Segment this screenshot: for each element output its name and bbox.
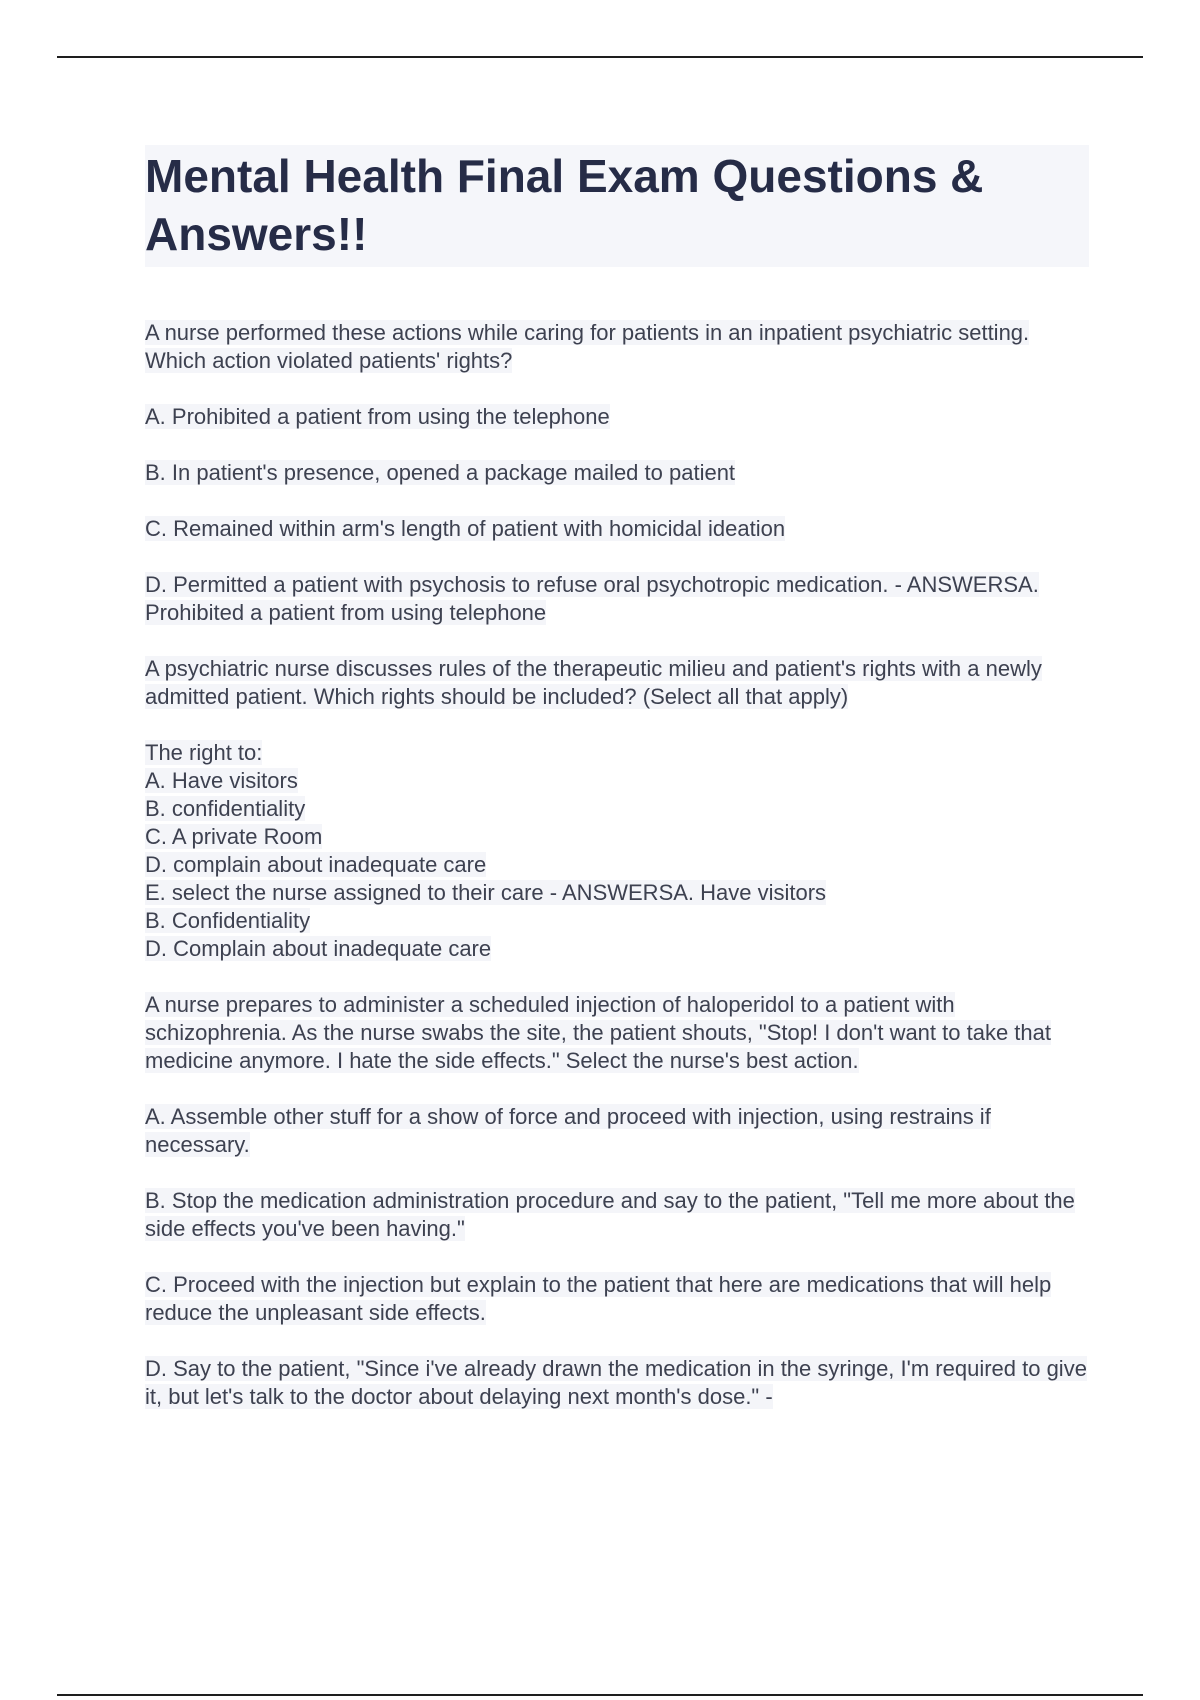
list-item: D. complain about inadequate care: [145, 852, 487, 877]
question-3-option-b: B. Stop the medication administration procedure and say to the patient, "Tell me more about the side effects you've been having.": [145, 1188, 1075, 1241]
list-item: A. Have visitors: [145, 768, 298, 793]
bottom-divider: [57, 1694, 1143, 1696]
question-1-option-c: C. Remained within arm's length of patient with homicidal ideation: [145, 516, 786, 541]
question-2-stem: A psychiatric nurse discusses rules of the therapeutic milieu and patient's rights with a newly admitted patient. Which rights should be included? (Select all that apply): [145, 656, 1042, 709]
top-divider: [57, 56, 1143, 58]
list-item: B. Confidentiality: [145, 908, 311, 933]
list-item: E. select the nurse assigned to their care - ANSWERSA. Have visitors: [145, 880, 827, 905]
question-3-option-d: D. Say to the patient, "Since i've already drawn the medication in the syringe, I'm required to give it, but let's talk to the doctor about delaying next month's dose." -: [145, 1356, 1087, 1409]
question-1-stem: A nurse performed these actions while caring for patients in an inpatient psychiatric setting. Which action violated patients' rights?: [145, 320, 1030, 373]
list-item: B. confidentiality: [145, 796, 306, 821]
question-3-option-a: A. Assemble other stuff for a show of force and proceed with injection, using restrains if necessary.: [145, 1104, 991, 1157]
list-item: D. Complain about inadequate care: [145, 936, 492, 961]
question-1-option-b: B. In patient's presence, opened a package mailed to patient: [145, 460, 736, 485]
question-3-stem: A nurse prepares to administer a scheduled injection of haloperidol to a patient with schizophrenia. As the nurse swabs the site, the patient shouts, "Stop! I don't want to take that medicine anymore. I hate the side effects." Select the nurse's best action.: [145, 992, 1051, 1073]
document-body: [145, 145, 1089, 1411]
list-item: The right to:: [145, 740, 263, 765]
list-item: C. A private Room: [145, 824, 323, 849]
title-block: [145, 145, 1089, 267]
question-1-option-a: A. Prohibited a patient from using the telephone: [145, 404, 610, 429]
document-title: Mental Health Final Exam Questions & Answers!!: [145, 150, 984, 260]
question-1-option-d-answer: D. Permitted a patient with psychosis to refuse oral psychotropic medication. - ANSWERSA. Prohibited a patient from using telephone: [145, 572, 1039, 625]
question-2-rights-list: [145, 739, 1089, 963]
question-3-option-c: C. Proceed with the injection but explain to the patient that here are medications that will help reduce the unpleasant side effects.: [145, 1272, 1052, 1325]
